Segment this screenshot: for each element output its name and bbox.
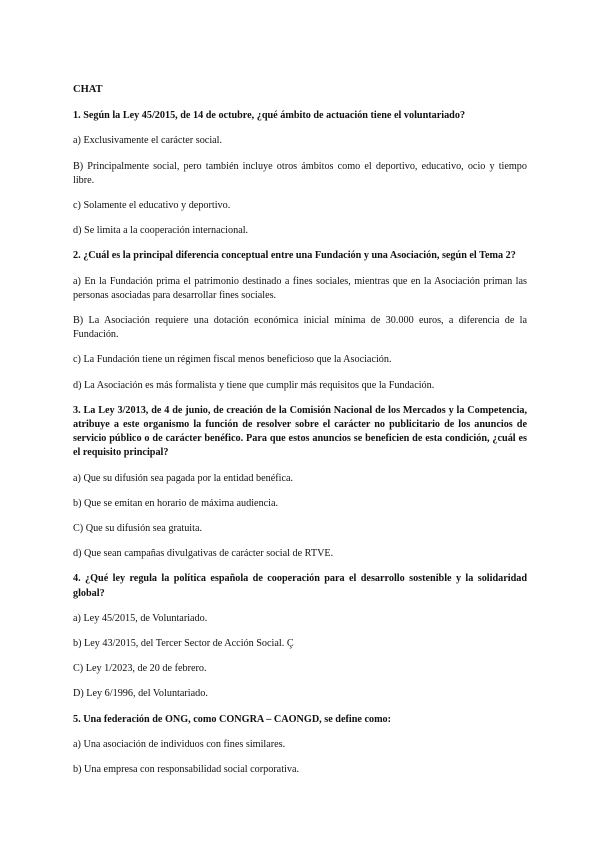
question-4-option-b: b) Ley 43/2015, del Tercer Sector de Acción Social. Ç: [73, 638, 294, 650]
question-2-option-a: a) En la Fundación prima el patrimonio destinado a fines sociales, mientras que en la Asociación priman las personas asociadas para desarrollar fines sociales.: [73, 275, 527, 301]
question-5-option-b: b) Una empresa con responsabilidad social corporativa.: [73, 764, 300, 776]
question-4-option-d: D) Ley 6/1996, del Voluntariado.: [73, 688, 208, 700]
question-3-option-b: b) Que se emitan en horario de máxima audiencia.: [73, 497, 279, 509]
question-2: 2. ¿Cuál es la principal diferencia conceptual entre una Fundación y una Asociación, según el Tema 2?: [73, 250, 516, 262]
question-2-option-c: c) La Fundación tiene un régimen fiscal menos beneficioso que la Asociación.: [73, 354, 392, 366]
question-1-option-b: B) Principalmente social, pero también incluye otros ámbitos como el deportivo, educativo, ocio y tiempo libre.: [73, 160, 527, 186]
question-4-option-a: a) Ley 45/2015, de Voluntariado.: [73, 612, 208, 624]
question-3: 3. La Ley 3/2013, de 4 de junio, de creación de la Comisión Nacional de los Mercados y la Competencia, atribuye a este organismo la función de resolver sobre el carácter no publicitario de los anuncios de servicio público o de carácter benéfico. Para que estos anuncios se beneficien de esta condición, ¿cuál es el requisito principal?: [73, 404, 527, 459]
question-1-option-c: c) Solamente el educativo y deportivo.: [73, 200, 231, 212]
question-3-option-c: C) Que su difusión sea gratuita.: [73, 523, 203, 535]
question-2-option-b: B) La Asociación requiere una dotación económica inicial mínima de 30.000 euros, a diferencia de la Fundación.: [73, 315, 527, 341]
question-2-option-d: d) La Asociación es más formalista y tiene que cumplir más requisitos que la Fundación.: [73, 379, 435, 391]
document-body: [73, 83, 527, 788]
question-4: 4. ¿Qué ley regula la política española de cooperación para el desarrollo sostenible y la solidaridad global?: [73, 573, 527, 599]
question-4-option-c: C) Ley 1/2023, de 20 de febrero.: [73, 663, 207, 675]
question-5: 5. Una federación de ONG, como CONGRA – CAONGD, se define como:: [73, 713, 392, 725]
question-5-option-a: a) Una asociación de individuos con fines similares.: [73, 738, 286, 750]
question-1: 1. Según la Ley 45/2015, de 14 de octubre, ¿qué ámbito de actuación tiene el voluntariado?: [73, 110, 466, 122]
question-3-option-d: d) Que sean campañas divulgativas de carácter social de RTVE.: [73, 548, 334, 560]
question-3-option-a: a) Que su difusión sea pagada por la entidad benéfica.: [73, 472, 294, 484]
question-1-option-d: d) Se limita a la cooperación internacional.: [73, 225, 249, 237]
document-title: CHAT: [73, 84, 103, 95]
question-1-option-a: a) Exclusivamente el carácter social.: [73, 135, 223, 147]
